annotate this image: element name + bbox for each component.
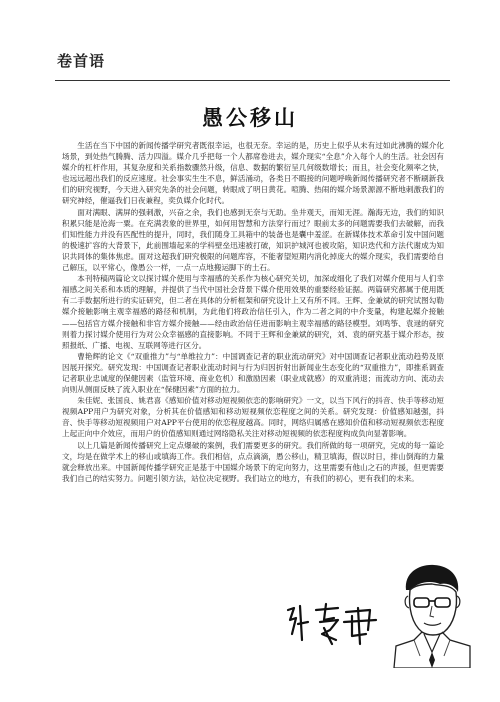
paragraph: 面对满眼、满屏的强刺激，兴奋之余，我们也感到无奈与无助。坐井观天，而知无涯。瀚海无边，我们的知识积累只能是沧海一粟。在充满表象的世界里，如何用智慧和方法穿行而过？眼前太多的问题需要我们去破解，而我们知性能力并没有匹配性的提升，同时，我们随身工具箱中的装备也是囊中羞涩。在新媒体技术革命引发中国问题的极速扩容的大背景下，此前围墙起来的学科壁垒迅速被打破，知识护城河也被攻陷，知识迭代和方法代谢成为知识共同体的集体焦虑。面对这超我们研究极限的问题库容，不能奢望短期内消化掉庞大的媒介现实，我们需要给自己解压，以平常心，像愚公一样，一点一点地搬运脚下的土石。 bbox=[62, 207, 444, 273]
article-title: 愚公移山 bbox=[202, 106, 298, 130]
author-portrait-sketch bbox=[392, 560, 472, 668]
paragraph: 朱佳妮、张国良、姚君喜《感知价值对移动短视频依恋的影响研究》一文，以当下风行的抖音、快手等移动短视频APP用户为研究对象，分析其在价值感知和移动短视频依恋程度之间的关系。研究发现：价值感知越强，抖音、快手等移动短视频用户对APP平台使用的依恋程度越高。同时，网络归属感在感知价值和移动短视频依恋程度上起正向中介效应，而用户的价值感知则通过网络隐私关注对移动短视频的依恋程度构成负向显著影响。 bbox=[62, 396, 444, 439]
article-body bbox=[62, 140, 444, 484]
section-title: 卷首语 bbox=[57, 52, 106, 70]
paragraph: 曹艳辉的论文《“双重推力”与“单维拉力”：中国调查记者的职业流动研究》对中国调查记者职业流动趋势及原因展开探究。研究发现：中国调查记者职业流动时间与行为归因折射出新闻业生态变化的“双重推力”，即推系调查记者职业忠诚度的保健因素（监管环境、商业危机）和激励因素（职业成就感）的双重消退；而流动方向、流动去向则从侧面反映了流入职业在“保健因素”方面的拉力。 bbox=[62, 351, 444, 395]
handwritten-signature bbox=[280, 600, 390, 650]
paragraph: 生活在当下中国的新闻传播学研究者既很幸运，也很无奈。幸运的是，历史上似乎从未有过如此沸腾的媒介化场景，到处热气腾腾、活力四溢。媒介几乎把每一个人都席卷进去，媒介现实“全息”介入每个人的生活。社会因有媒介的杠杆作用，其复杂度和关系指数骤然升级，信息、数据的繁衍呈几何级数增长；而且，社会变化频率之快，也远远超出我们的反应速度。社会事实生生不息，鲜活涌动，各类日不暇接的问题呼唤新闻传播研究者不断刷新我们的研究视野，今天进入研究先条的社会问题，转眼成了明日黄花。喧腾、热闹的媒介场景源源不断地刺激我们的研究神经，催逼我们日夜兼程，奕负媒介化时代。 bbox=[62, 141, 444, 206]
paragraph: 本刊特稿两篇论文以探讨媒介使用与幸福感的关系作为核心研究关切，加深或细化了我们对媒介使用与人们幸福感之间关系和本质的理解，并提供了当代中国社会背景下媒介使用效果的重要经验证据。两篇研究都属于使用既有二手数据所进行的实证研究，但二者在具体的分析框架和研究设计上又有所不同。王辉、金兼斌的研究试图勾勒媒介接触影响主观幸福感的路径和机制，为此他们将政治信任引入，作为二者之间的中介变量，构建起媒介接触——包括官方媒介接触和非官方媒介接触——经由政治信任进而影响主观幸福感的路径模型。刘鸣筝、袁逯的研究则着力探讨媒介使用行为对公众幸福感的直接影响。不同于王辉和金兼斌的研究，刘、袁的研究基于媒介形态，按照报纸、广播、电视、互联网等进行区分。 bbox=[62, 274, 444, 350]
paragraph: 以上几篇是新闻传播研究上定点爆破的案例，我们需要更多的研究。我们所做的每一项研究，完成的每一篇论文，均是在做学术上的移山或填海工作。我们相信，点点滴滴，愚公移山，精卫填海，假以时日，排山倒海的力量就会释放出来。中国新闻传播学研究正是基于中国媒介场景下的定向努力，这里需要有他山之石的声援，但更需要我们自己的结实努力。问题引领方法，站位决定视野。我们站立的地方，有我们的初心，更有我们的未来。 bbox=[62, 440, 444, 483]
header-divider bbox=[55, 80, 450, 81]
